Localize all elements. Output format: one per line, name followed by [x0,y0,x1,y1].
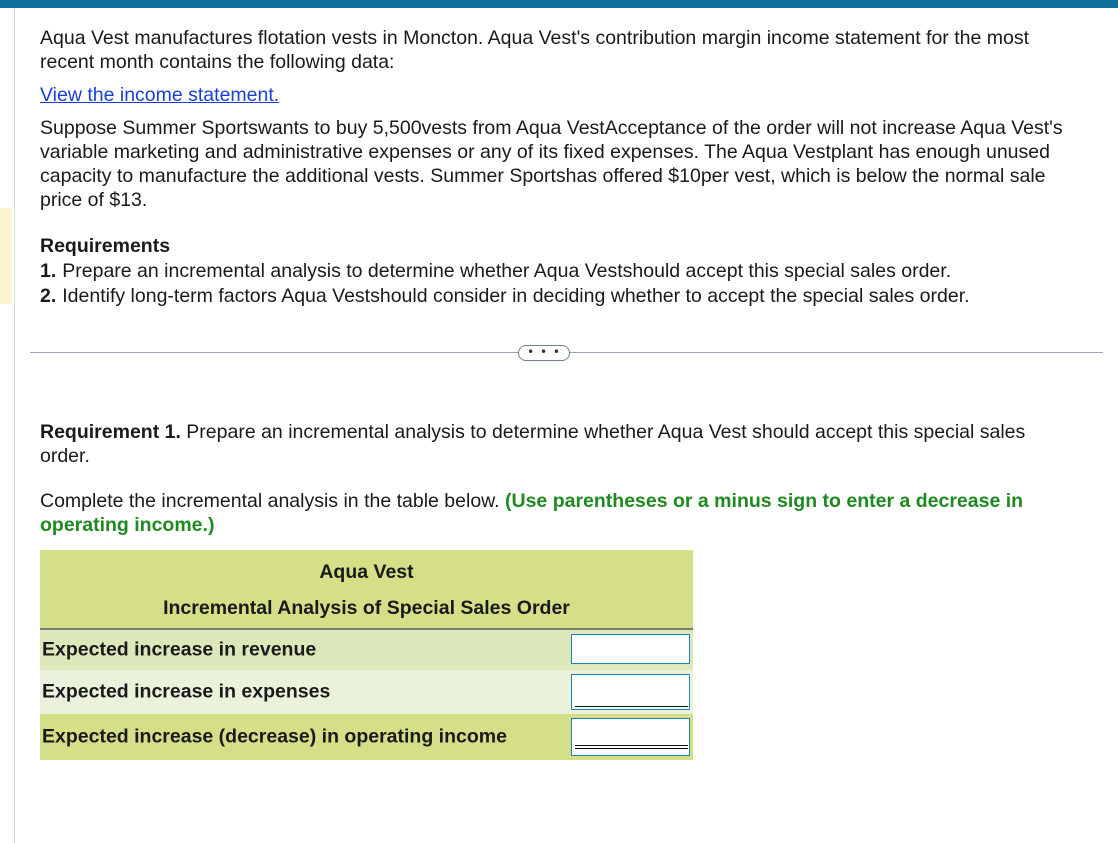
requirements-list [40,259,970,309]
table-title: Aqua Vest [40,550,693,588]
instructions-line-1 [40,489,1023,513]
scenario-line-4: price of $13. [40,189,148,211]
table-subtitle: Incremental Analysis of Special Sales Order [40,588,693,630]
table-row-operating-income [40,714,693,760]
requirement-item [40,284,970,309]
instructions-hint: (Use parentheses or a minus sign to enter a decrease in [505,490,1024,512]
single-underline [575,706,688,707]
requirements-heading: Requirements [40,235,171,257]
row-label: Expected increase in revenue [42,638,317,661]
operating-income-input[interactable] [571,718,690,756]
requirement-number: 1. [40,260,57,282]
requirement-1-line-2: order. [40,445,90,467]
view-income-statement-link[interactable]: View the income statement. [40,84,280,106]
requirement-1-label: Requirement 1. [40,421,181,443]
top-accent-bar [0,0,1118,8]
requirement-number: 2. [40,285,57,307]
scenario-line-3: capacity to manufacture the additional vests. Summer Sportshas offered $10per vest, which is below the normal sale [40,165,1046,187]
row-label: Expected increase (decrease) in operating income [42,725,507,748]
intro-line-2: recent month contains the following data: [40,51,395,73]
requirement-1-line-1 [40,420,1025,444]
scenario-line-2: variable marketing and administrative expenses or any of its fixed expenses. The Aqua Vestplant has enough unused [40,141,1050,163]
requirements-highlight [0,208,12,304]
scenario-line-1: Suppose Summer Sportswants to buy 5,500vests from Aqua VestAcceptance of the order will not increase Aqua Vest's [40,117,1063,139]
requirement-1-text: Prepare an incremental analysis to determine whether Aqua Vest should accept this special sales [180,421,1026,443]
expenses-input[interactable] [571,674,690,710]
incremental-analysis-table [40,550,693,760]
requirement-text: Prepare an incremental analysis to determine whether Aqua Vestshould accept this special sales order. [62,260,952,282]
expand-more-button[interactable]: • • • [518,345,570,361]
double-underline-top [575,745,688,746]
double-underline-bottom [575,748,688,749]
instructions-hint-line-2: operating income.) [40,514,215,536]
revenue-input[interactable] [571,634,690,664]
instructions-text: Complete the incremental analysis in the table below. [40,490,506,512]
intro-line-1: Aqua Vest manufactures flotation vests in Moncton. Aqua Vest's contribution margin income statement for the most [40,27,1029,49]
row-label: Expected increase in expenses [42,680,331,703]
table-row-revenue [40,630,693,670]
requirement-item [40,259,970,284]
table-row-expenses [40,670,693,714]
requirement-text: Identify long-term factors Aqua Vestshould consider in deciding whether to accept the special sales order. [62,285,970,307]
left-rail [14,8,15,843]
